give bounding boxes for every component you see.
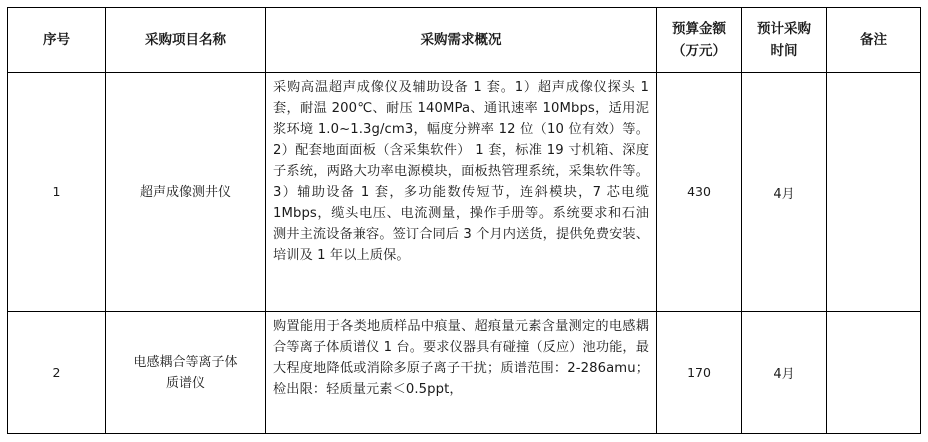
cell-planned-time: 4月 bbox=[742, 73, 827, 312]
table-header-row bbox=[8, 8, 921, 73]
table-row bbox=[8, 312, 921, 434]
header-planned-time bbox=[742, 8, 827, 73]
header-serial-number: 序号 bbox=[8, 8, 106, 73]
header-budget-line2: （万元） bbox=[672, 43, 726, 59]
procurement-table bbox=[7, 7, 921, 434]
header-time-line1: 预计采购 bbox=[757, 21, 811, 37]
cell-budget: 170 bbox=[657, 312, 742, 434]
header-requirement-summary: 采购需求概况 bbox=[266, 8, 657, 73]
cell-project-name: 电感耦合等离子体质谱仪 bbox=[106, 312, 266, 434]
header-budget-line1: 预算金额 bbox=[672, 21, 726, 37]
header-time-line2: 时间 bbox=[770, 43, 798, 59]
cell-project-name: 超声成像测井仪 bbox=[106, 73, 266, 312]
cell-budget: 430 bbox=[657, 73, 742, 312]
header-remarks: 备注 bbox=[827, 8, 921, 73]
header-project-name: 采购项目名称 bbox=[106, 8, 266, 73]
table-row bbox=[8, 73, 921, 312]
cell-requirement-summary: 采购高温超声成像仪及辅助设备 1 套。1）超声成像仪探头 1 套，耐温 200℃、耐压 140MPa、通讯速率 10Mbps，适用泥浆环境 1.0~1.3g/cm3，幅度分辨率 12 位（10 位有效）等。2）配套地面面板（含采集软件） 1 套，标准 19 寸机箱、深度子系统，两路大功率电源模块，面板热管理系统，采集软件等。3）辅助设备 1 套，多功能数传短节，连斜模块，7 芯电缆 1Mbps，缆头电压、电流测量，操作手册等。系统要求和石油测井主流设备兼容。签订合同后 3 个月内送货，提供免费安装、培训及 1 年以上质保。 bbox=[266, 73, 657, 312]
cell-serial-number: 1 bbox=[8, 73, 106, 312]
cell-planned-time: 4月 bbox=[742, 312, 827, 434]
cell-remarks bbox=[827, 73, 921, 312]
cell-remarks bbox=[827, 312, 921, 434]
cell-serial-number: 2 bbox=[8, 312, 106, 434]
cell-requirement-summary: 购置能用于各类地质样品中痕量、超痕量元素含量测定的电感耦合等离子体质谱仪 1 台。要求仪器具有碰撞（反应）池功能，最大程度地降低或消除多原子离子干扰；质谱范围：2-286amu；检出限：轻质量元素＜0.5ppt， bbox=[266, 312, 657, 434]
header-budget bbox=[657, 8, 742, 73]
